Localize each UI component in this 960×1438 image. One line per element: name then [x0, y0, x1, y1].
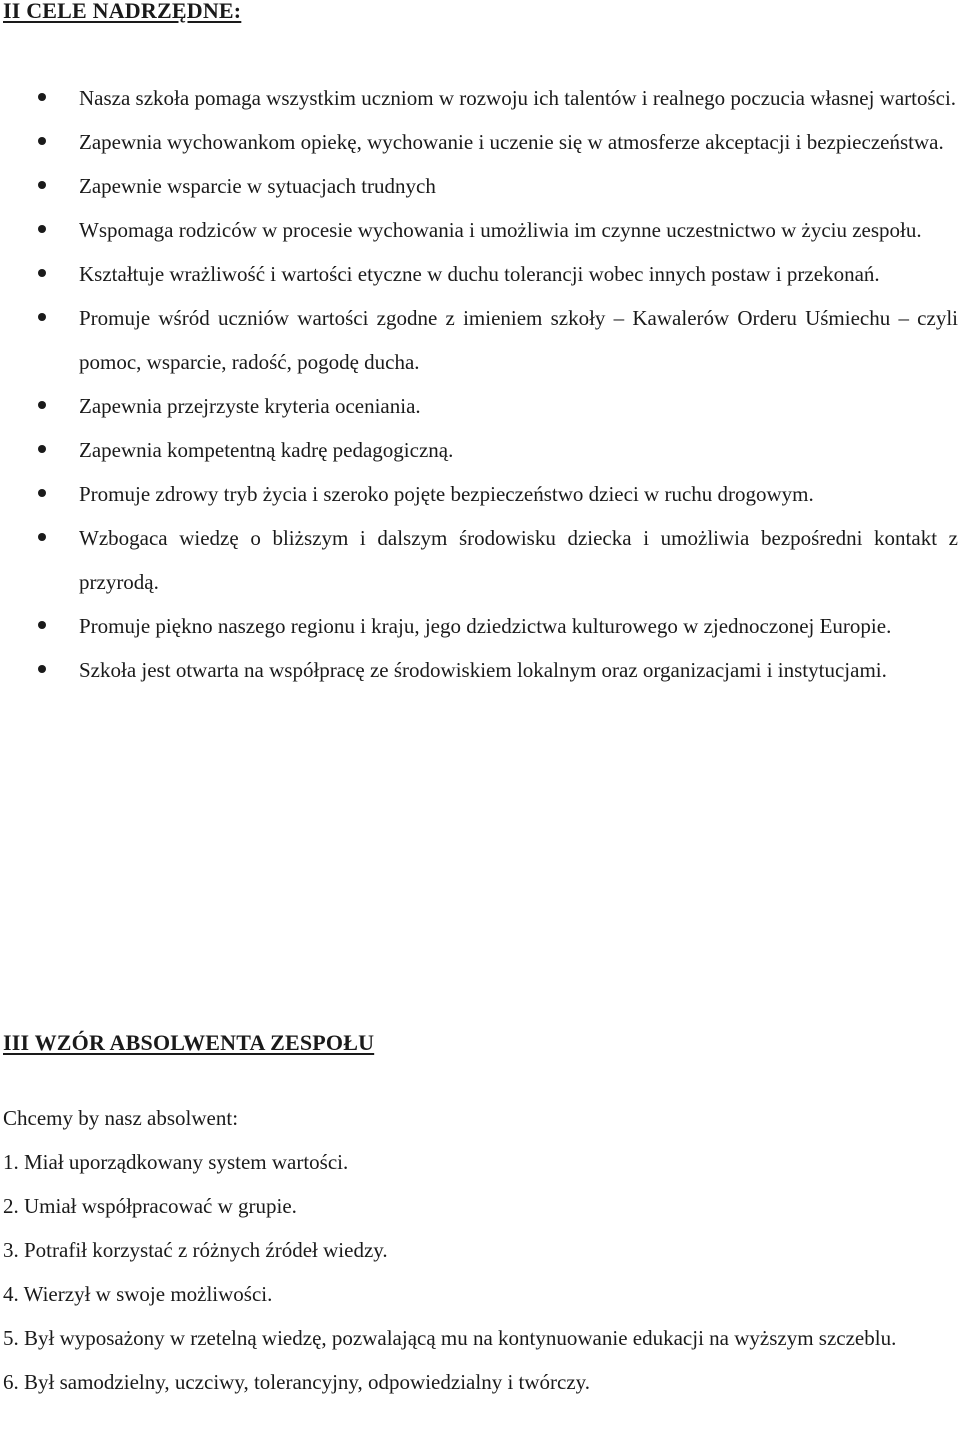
- bullet-icon: [38, 665, 46, 673]
- graduate-item-4: 4. Wierzył w swoje możliwości.: [3, 1282, 273, 1306]
- goal-item-8: [0, 428, 960, 472]
- graduate-item-2: 2. Umiał współpracować w grupie.: [3, 1194, 297, 1218]
- goal-text: Kształtuje wrażliwość i wartości etyczne w duchu tolerancji wobec innych postaw i przekonań.: [79, 262, 880, 286]
- goals-list: [0, 76, 960, 692]
- goal-item-5: [0, 252, 960, 296]
- bullet-icon: [38, 181, 46, 189]
- goal-item-2: [0, 120, 960, 164]
- goal-text: Promuje zdrowy tryb życia i szeroko pojęte bezpieczeństwo dzieci w ruchu drogowym.: [79, 482, 814, 506]
- bullet-icon: [38, 489, 46, 497]
- goal-item-9: [0, 472, 960, 516]
- bullet-icon: [38, 93, 46, 101]
- section-title-goals: II CELE NADRZĘDNE:: [3, 0, 242, 23]
- bullet-icon: [38, 621, 46, 629]
- bullet-icon: [38, 269, 46, 277]
- goal-text: Szkoła jest otwarta na współpracę ze środowiskiem lokalnym oraz organizacjami i instytucjami.: [79, 658, 887, 682]
- graduate-item-6: 6. Był samodzielny, uczciwy, tolerancyjny, odpowiedzialny i twórczy.: [3, 1370, 591, 1394]
- goal-item-1: [0, 76, 960, 120]
- graduate-item-1: 1. Miał uporządkowany system wartości.: [3, 1150, 349, 1174]
- graduate-list: [3, 1140, 903, 1404]
- graduate-item-3: 3. Potrafił korzystać z różnych źródeł wiedzy.: [3, 1238, 388, 1262]
- bullet-icon: [38, 401, 46, 409]
- goal-text: Zapewnia wychowankom opiekę, wychowanie i uczenie się w atmosferze akceptacji i bezpieczeństwa.: [79, 130, 944, 154]
- goal-item-6: [0, 296, 960, 384]
- bullet-icon: [38, 225, 46, 233]
- bullet-icon: [38, 445, 46, 453]
- bullet-icon: [38, 137, 46, 145]
- goal-text: Promuje piękno naszego regionu i kraju, jego dziedzictwa kulturowego w zjednoczonej Europie.: [79, 614, 892, 638]
- goal-item-10: [0, 516, 960, 604]
- section-title-graduate: III WZÓR ABSOLWENTA ZESPOŁU: [3, 1030, 375, 1055]
- goal-item-4: [0, 208, 960, 252]
- goal-text: Wspomaga rodziców w procesie wychowania i umożliwia im czynne uczestnictwo w życiu zespołu.: [79, 218, 922, 242]
- goal-text: Zapewnie wsparcie w sytuacjach trudnych: [79, 174, 436, 198]
- goal-item-7: [0, 384, 960, 428]
- goal-text: Zapewnia kompetentną kadrę pedagogiczną.: [79, 438, 454, 462]
- graduate-item-5: 5. Był wyposażony w rzetelną wiedzę, pozwalającą mu na kontynuowanie edukacji na wyższym szczeblu.: [3, 1326, 897, 1350]
- goal-item-11: [0, 604, 960, 648]
- bullet-icon: [38, 313, 46, 321]
- goal-text: Zapewnia przejrzyste kryteria oceniania.: [79, 394, 421, 418]
- goal-text: Promuje wśród uczniów wartości zgodne z imieniem szkoły – Kawalerów Orderu Uśmiechu – czyli pomoc, wsparcie, radość, pogodę ducha.: [79, 306, 958, 374]
- graduate-intro: Chcemy by nasz absolwent:: [3, 1106, 239, 1130]
- goal-text: Nasza szkoła pomaga wszystkim uczniom w rozwoju ich talentów i realnego poczucia własnej wartości.: [79, 86, 957, 110]
- goal-text: Wzbogaca wiedzę o bliższym i dalszym środowisku dziecka i umożliwia bezpośredni kontakt z przyrodą.: [79, 526, 958, 594]
- bullet-icon: [38, 533, 46, 541]
- goal-item-12: [0, 648, 960, 692]
- goal-item-3: [0, 164, 960, 208]
